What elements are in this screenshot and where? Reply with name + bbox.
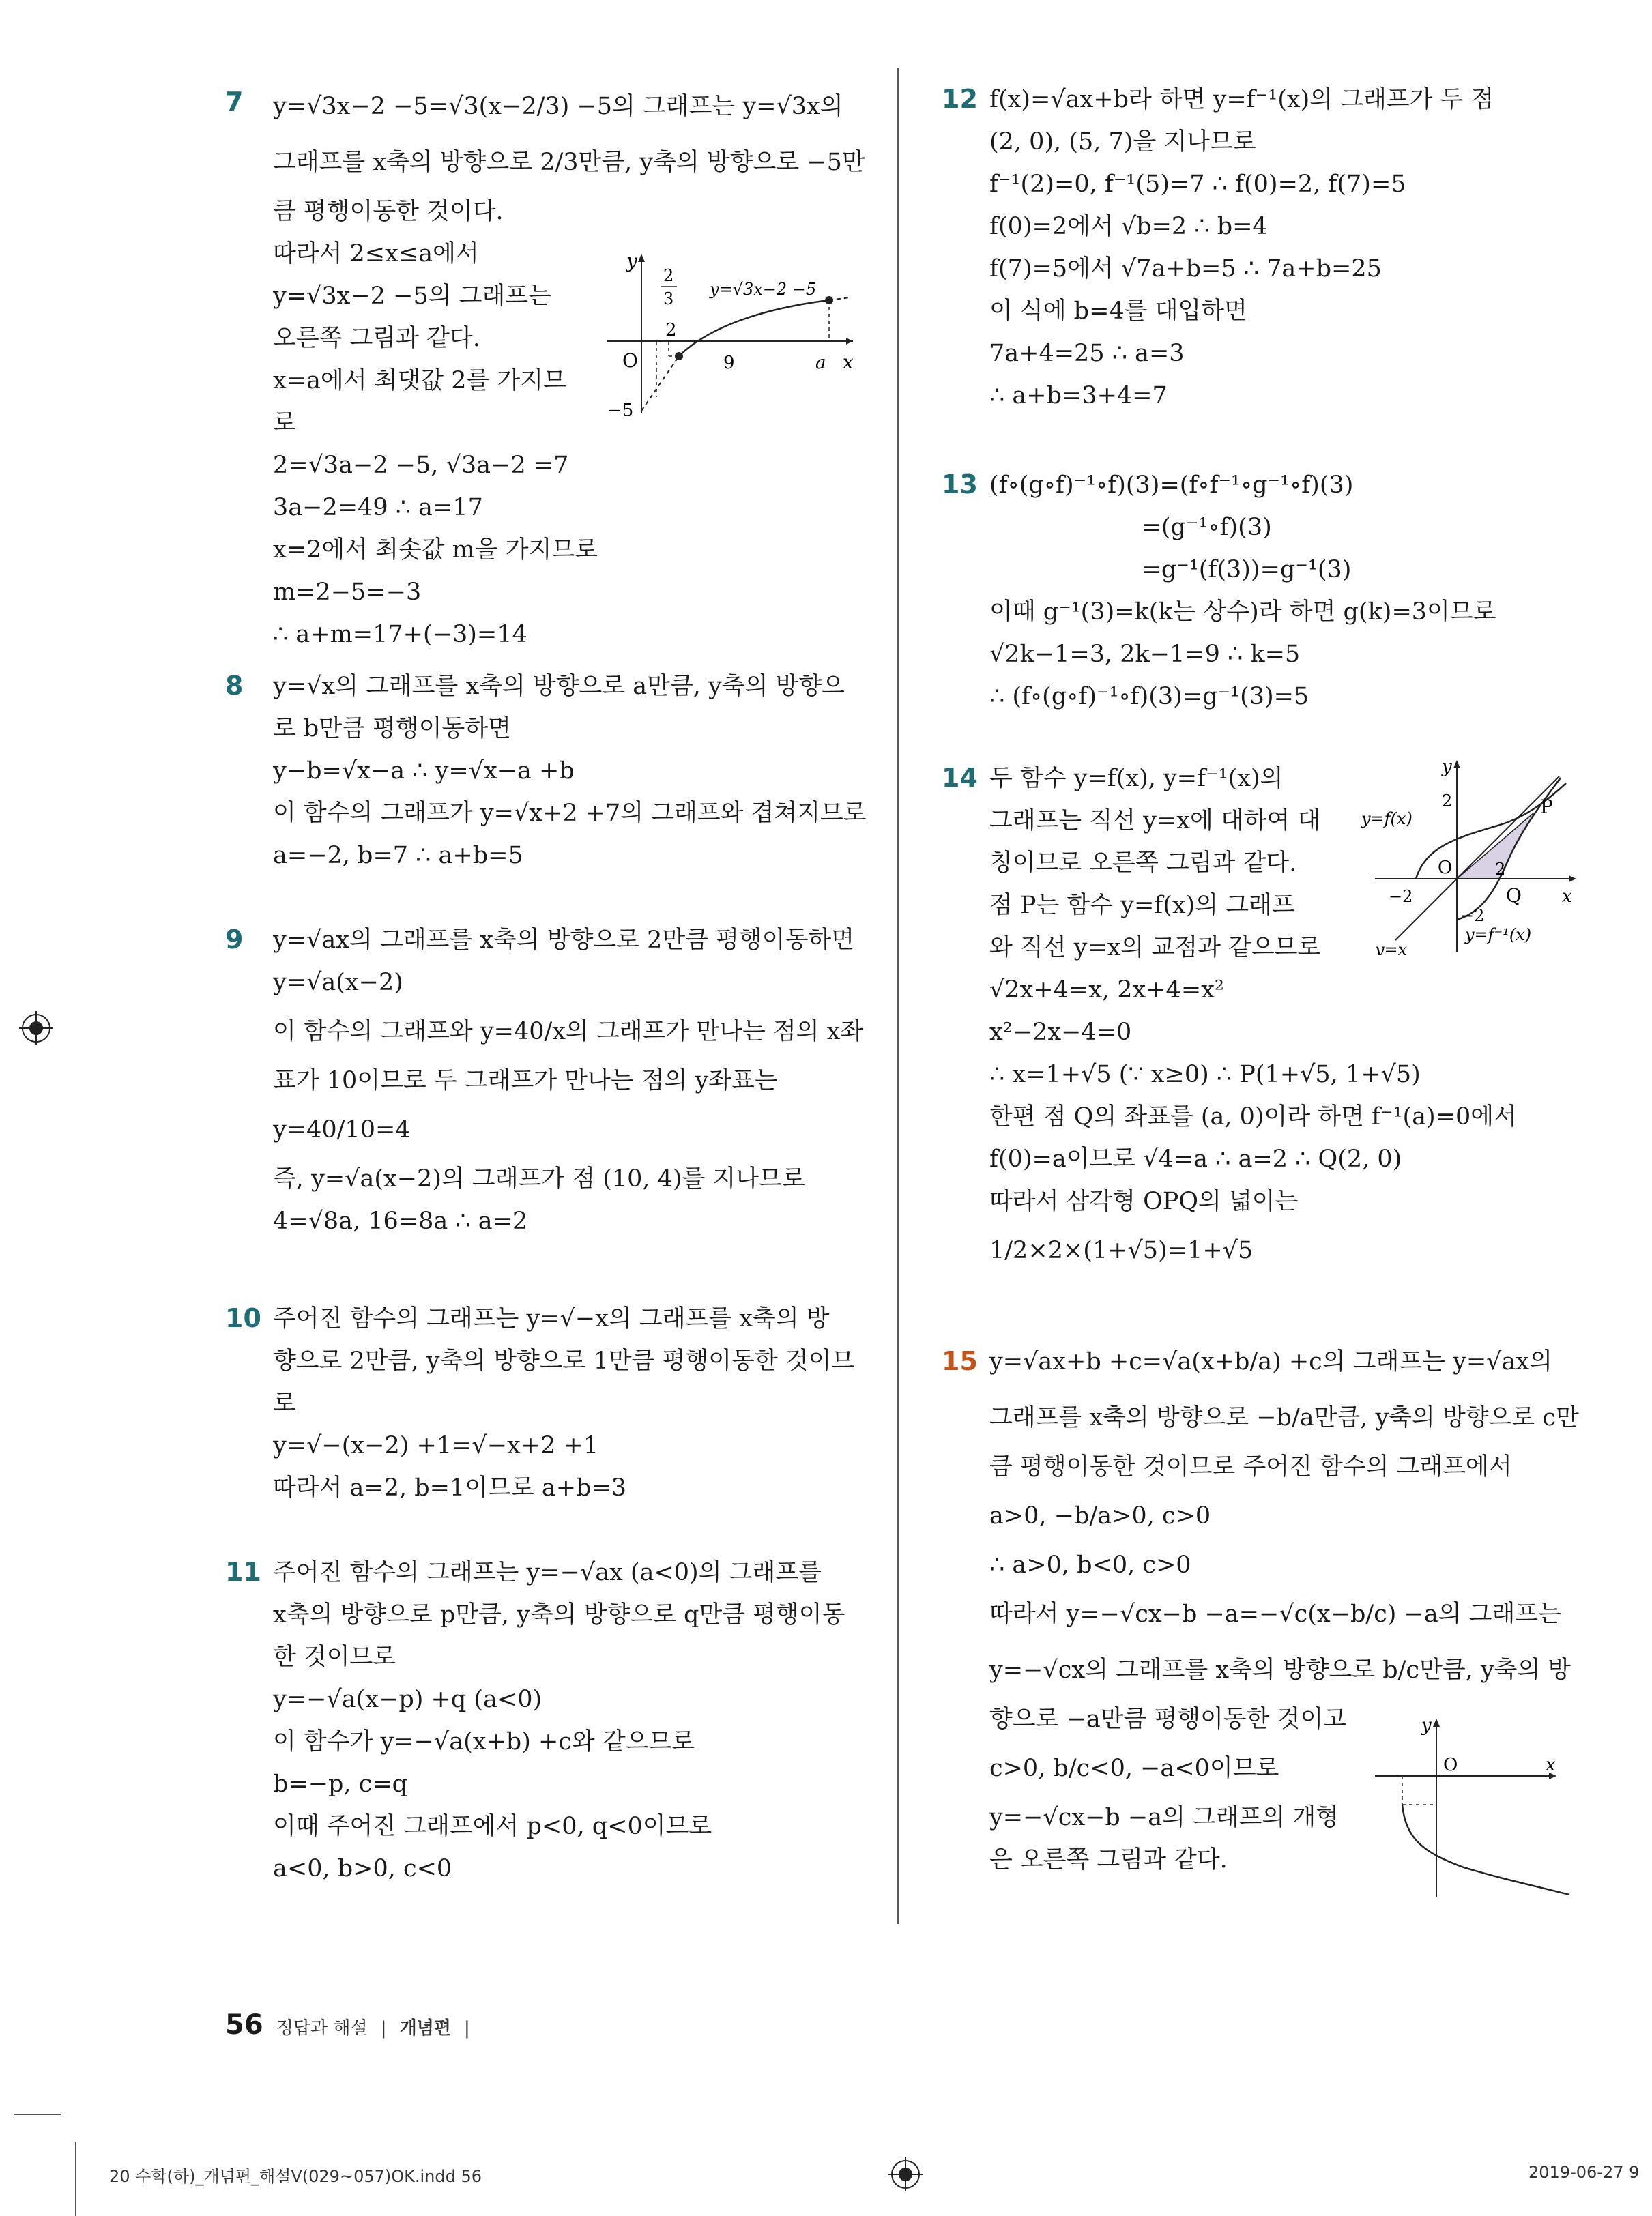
problem-number: 11	[225, 1557, 261, 1587]
text-line: 따라서 2≤x≤a에서	[273, 240, 479, 267]
problem-number: 12	[942, 84, 978, 114]
point-q: Q	[1506, 884, 1522, 907]
graph-figure-7	[607, 252, 860, 419]
axis-label-x: x	[1546, 1755, 1556, 1775]
print-slug-file: 20 수학(하)_개념편_해설Ⅴ(029~057)OK.indd 56	[109, 2167, 482, 2186]
text-line: 그래프를 x축의 방향으로 2/3만큼, y축의 방향으로 −5만	[273, 149, 865, 176]
text-line: m=2−5=−3	[273, 579, 422, 606]
text-line: 와 직선 y=x의 교점과 같으므로	[989, 934, 1321, 961]
axis-label-x: x	[843, 351, 854, 373]
text-line: b=−p, c=q	[273, 1770, 408, 1798]
text-line: y=−√a(x−p) +q (a<0)	[273, 1686, 542, 1713]
text-line: y=√x의 그래프를 x축의 방향으로 a만큼, y축의 방향으	[273, 673, 845, 700]
point-p: P	[1540, 796, 1553, 818]
origin-label: O	[1438, 858, 1453, 878]
text-line: y=√ax의 그래프를 x축의 방향으로 2만큼 평행이동하면	[273, 927, 855, 954]
problem-9	[225, 919, 864, 1298]
text-line: y=−√cx−b −a의 그래프의 개형	[989, 1804, 1339, 1831]
text-line: =g⁻¹(f(3))=g⁻¹(3)	[989, 556, 1352, 583]
label-finv: y=f⁻¹(x)	[1465, 925, 1532, 944]
graph-figure-14	[1361, 757, 1580, 958]
text-line: 그래프를 x축의 방향으로 −b/a만큼, y축의 방향으로 c만	[989, 1404, 1579, 1431]
text-line: 한 것이므로	[273, 1644, 396, 1671]
text-line: (f∘(g∘f)⁻¹∘f)(3)=(f∘f⁻¹∘g⁻¹∘f)(3)	[989, 471, 1354, 499]
label-line: y=x	[1375, 940, 1408, 955]
curve-label: y=√3x−2 −5	[710, 280, 817, 299]
text-line: 로 b만큼 평행이동하면	[273, 715, 511, 742]
problem-number: 8	[225, 671, 244, 701]
text-line: x축의 방향으로 p만큼, y축의 방향으로 q만큼 평행이동	[273, 1601, 845, 1629]
text-line: 1/2×2×(1+√5)=1+√5	[989, 1237, 1254, 1264]
crop-mark	[75, 2142, 76, 2216]
registration-mark-icon	[888, 2157, 923, 2191]
tick-label-2: 2	[665, 320, 677, 340]
footer-section: 개념편	[399, 2018, 451, 2039]
text-line: 큼 평행이동한 것이다.	[273, 198, 504, 225]
footer-separator: |	[464, 2018, 470, 2039]
text-line: 즉, y=√a(x−2)의 그래프가 점 (10, 4)를 지나므로	[273, 1165, 805, 1193]
axis-label-y: y	[626, 252, 637, 272]
axis-label-y: y	[1442, 757, 1452, 777]
text-line: 칭이므로 오른쪽 그림과 같다.	[989, 849, 1297, 877]
text-line: y=√3x−2 −5의 그래프는	[273, 282, 551, 310]
tick-y2: 2	[1442, 791, 1453, 811]
origin-label: O	[1443, 1755, 1458, 1775]
text-line: 향으로 −a만큼 평행이동한 것이고	[989, 1706, 1347, 1733]
text-line: a>0, −b/a>0, c>0	[989, 1502, 1211, 1530]
problem-15	[942, 1334, 1579, 1921]
text-line: f(0)=2에서 √b=2 ∴ b=4	[989, 213, 1268, 240]
tick-label-9: 9	[723, 353, 735, 373]
origin-label: O	[622, 349, 638, 372]
text-line: f(7)=5에서 √7a+b=5 ∴ 7a+b=25	[989, 255, 1382, 282]
text-line: f(x)=√ax+b라 하면 y=f⁻¹(x)의 그래프가 두 점	[989, 86, 1494, 113]
text-line: f(0)=a이므로 √4=a ∴ a=2 ∴ Q(2, 0)	[989, 1146, 1402, 1173]
text-line: 이 식에 b=4를 대입하면	[989, 297, 1247, 325]
text-line: ∴ x=1+√5 (∵ x≥0) ∴ P(1+√5, 1+√5)	[989, 1061, 1421, 1088]
problem-10	[225, 1298, 860, 1551]
text-line: ∴ a+b=3+4=7	[989, 382, 1168, 409]
text-line: 주어진 함수의 그래프는 y=−√ax (a<0)의 그래프를	[273, 1559, 822, 1586]
crop-mark	[14, 2114, 61, 2115]
text-line: (2, 0), (5, 7)을 지나므로	[989, 128, 1256, 156]
text-line: 2=√3a−2 −5, √3a−2 =7	[273, 452, 569, 479]
problem-number: 7	[225, 87, 244, 117]
text-line: √2k−1=3, 2k−1=9 ∴ k=5	[989, 641, 1301, 668]
right-column	[942, 78, 1579, 1921]
text-line: a<0, b>0, c<0	[273, 1855, 452, 1882]
tick-ym2: −2	[1460, 906, 1485, 925]
text-line: 이때 g⁻¹(3)=k(k는 상수)라 하면 g(k)=3이므로	[989, 598, 1496, 626]
graph-figure-15	[1375, 1716, 1573, 1903]
text-line: 이 함수의 그래프가 y=√x+2 +7의 그래프와 겹쳐지므로	[273, 800, 867, 827]
tick-frac-num: 2	[663, 266, 674, 285]
text-line: 7a+4=25 ∴ a=3	[989, 340, 1185, 367]
text-line: 오른쪽 그림과 같다.	[273, 325, 480, 352]
text-line: 이 함수가 y=−√a(x+b) +c와 같으므로	[273, 1728, 695, 1755]
text-line: x²−2x−4=0	[989, 1019, 1132, 1046]
text-line: c>0, b/c<0, −a<0이므로	[989, 1755, 1279, 1782]
text-line: 그래프는 직선 y=x에 대하여 대	[989, 807, 1321, 834]
text-line: y=√ax+b +c=√a(x+b/a) +c의 그래프는 y=√ax의	[989, 1348, 1552, 1375]
tick-xm2: −2	[1389, 887, 1413, 906]
page-number: 56	[225, 2009, 263, 2041]
text-line: x=2에서 최솟값 m을 가지므로	[273, 536, 598, 564]
text-line: 두 함수 y=f(x), y=f⁻¹(x)의	[989, 765, 1284, 792]
problem-7	[225, 78, 865, 665]
text-line: ∴ (f∘(g∘f)⁻¹∘f)(3)=g⁻¹(3)=5	[989, 683, 1309, 710]
text-line: y=−√cx의 그래프를 x축의 방향으로 b/c만큼, y축의 방	[989, 1657, 1571, 1684]
text-line: 로	[273, 1390, 296, 1417]
problem-13	[942, 464, 1576, 757]
text-line: ∴ a+m=17+(−3)=14	[273, 621, 527, 648]
footer-separator: |	[380, 2018, 387, 2039]
print-slug-date: 2019-06-27 9	[1528, 2163, 1640, 2182]
column-divider	[897, 68, 899, 1924]
axis-label-y: y	[1421, 1716, 1432, 1736]
footer-label: 정답과 해설	[276, 2018, 368, 2039]
text-line: 표가 10이므로 두 그래프가 만나는 점의 y좌표는	[273, 1067, 778, 1094]
problem-11	[225, 1551, 860, 1893]
problem-number: 9	[225, 924, 244, 954]
text-line: a=−2, b=7 ∴ a+b=5	[273, 842, 523, 869]
axis-label-x: x	[1562, 886, 1572, 907]
page-footer	[225, 2009, 470, 2041]
text-line: 따라서 삼각형 OPQ의 넓이는	[989, 1188, 1299, 1215]
label-f: y=f(x)	[1361, 809, 1412, 828]
text-line: 주어진 함수의 그래프는 y=√−x의 그래프를 x축의 방	[273, 1305, 830, 1332]
text-line: √2x+4=x, 2x+4=x²	[989, 976, 1224, 1004]
text-line: 따라서 y=−√cx−b −a=−√c(x−b/c) −a의 그래프는	[989, 1601, 1561, 1628]
tick-label-a: a	[815, 353, 826, 373]
text-line: x=a에서 최댓값 2를 가지므	[273, 367, 566, 394]
text-line: 한편 점 Q의 좌표를 (a, 0)이라 하면 f⁻¹(a)=0에서	[989, 1103, 1517, 1131]
tick-frac-den: 3	[663, 289, 674, 308]
text-line: y=√3x−2 −5=√3(x−2/3) −5의 그래프는 y=√3x의	[273, 93, 843, 120]
tick-x2: 2	[1495, 860, 1506, 879]
problem-number: 10	[225, 1303, 261, 1333]
text-line: =(g⁻¹∘f)(3)	[989, 514, 1272, 541]
text-line: 향으로 2만큼, y축의 방향으로 1만큼 평행이동한 것이므	[273, 1347, 855, 1375]
text-line: y−b=√x−a ∴ y=√x−a +b	[273, 757, 575, 785]
text-line: 4=√8a, 16=8a ∴ a=2	[273, 1208, 528, 1235]
tick-label-minus5: −5	[607, 400, 634, 416]
registration-mark-icon	[19, 1011, 53, 1045]
text-line: ∴ a>0, b<0, c>0	[989, 1551, 1191, 1579]
problem-number: 15	[942, 1346, 978, 1376]
text-line: 이 함수의 그래프와 y=40/x의 그래프가 만나는 점의 x좌	[273, 1018, 864, 1045]
text-line: 따라서 a=2, b=1이므로 a+b=3	[273, 1474, 627, 1502]
left-column	[225, 78, 867, 1893]
text-line: 점 P는 함수 y=f(x)의 그래프	[989, 892, 1295, 919]
text-line: f⁻¹(2)=0, f⁻¹(5)=7 ∴ f(0)=2, f(7)=5	[989, 171, 1406, 198]
text-line: 큼 평행이동한 것이므로 주어진 함수의 그래프에서	[989, 1453, 1512, 1481]
problem-14	[942, 757, 1576, 1334]
problem-8	[225, 665, 867, 919]
text-line: y=√a(x−2)	[273, 969, 403, 996]
text-line: 로	[273, 409, 296, 437]
text-line: y=√−(x−2) +1=√−x+2 +1	[273, 1432, 599, 1459]
text-line: 은 오른쪽 그림과 같다.	[989, 1846, 1228, 1874]
text-line: 3a−2=49 ∴ a=17	[273, 494, 483, 521]
text-line: 이때 주어진 그래프에서 p<0, q<0이므로	[273, 1813, 712, 1840]
problem-number: 14	[942, 763, 978, 793]
text-line: y=40/10=4	[273, 1116, 411, 1143]
problem-number: 13	[942, 469, 978, 499]
problem-12	[942, 78, 1576, 464]
